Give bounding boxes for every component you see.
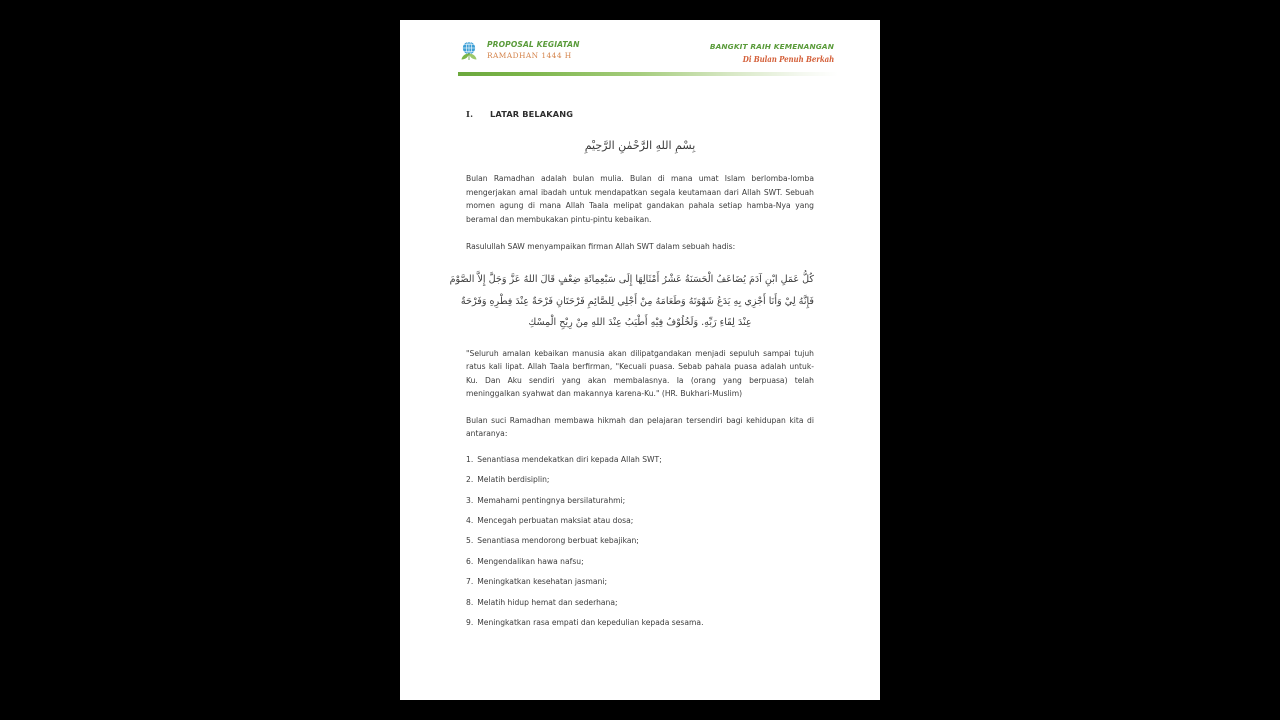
section-heading <box>466 109 814 119</box>
list-item <box>466 454 814 465</box>
paragraph-hadith-intro: Rasulullah SAW menyampaikan firman Allah SWT dalam sebuah hadis: <box>466 241 736 251</box>
list-item-label: Senantiasa mendorong berbuat kebajikan; <box>477 536 639 546</box>
basmalah-line: بِسْمِ اللهِ الرَّحْمٰنِ الرَّحِيْمِ <box>584 139 696 152</box>
globe-leaf-emblem-icon <box>457 38 481 62</box>
hadith-line-2: فَإِنَّهُ لِيْ وَأَنَا أَجْزِي بِهِ يَدَعُ شَهْوَتَهُ وَطَعَامَهُ مِنْ أَجْلِي لِلصَّائِمِ فَرْحَتَانِ فَرْحَةٌ عِنْدَ فِطْرِهِ وَفَرْحَةٌ <box>460 295 814 307</box>
letterhead <box>400 20 880 84</box>
list-item-number: 7. <box>466 577 474 587</box>
hadith-arabic-block <box>449 269 814 334</box>
letterhead-slogan: BANGKIT RAIH KEMENANGAN <box>709 42 834 51</box>
list-item-label: Meningkatkan rasa empati dan kepedulian kepada sesama. <box>477 617 704 627</box>
paragraph-list-intro: Bulan suci Ramadhan membawa hikmah dan pelajaran tersendiri bagi kehidupan kita di antaranya: <box>466 415 814 439</box>
document-page <box>400 20 880 700</box>
list-item <box>466 556 814 567</box>
list-item-number: 9. <box>466 617 474 627</box>
document-content <box>400 109 880 628</box>
hadith-line-3: عِنْدَ لِقَاءِ رَبِّهِ. وَلَخُلُوْفُ فِيْهِ أَطْيَبُ عِنْدَ اللهِ مِنْ رِيْحِ الْمِسْكِ <box>528 317 752 329</box>
letterhead-slogan-script: Di Bulan Penuh Berkah <box>742 54 834 64</box>
list-item-number: 5. <box>466 536 474 546</box>
list-item-number: 3. <box>466 495 474 505</box>
letterhead-divider <box>458 72 838 76</box>
paragraph-intro: Bulan Ramadhan adalah bulan mulia. Bulan di mana umat Islam berlomba-lomba mengerjakan amal ibadah untuk mendapatkan segala keutamaan dari Allah SWT. Sebuah momen agung di mana Allah Taala melipat gandakan pahala setiap hamba-Nya yang beramal dan membukakan pintu-pintu kebaikan. <box>466 174 814 224</box>
list-item <box>466 515 814 526</box>
section-title: LATAR BELAKANG <box>490 109 574 119</box>
letterhead-title: PROPOSAL KEGIATAN <box>487 39 580 49</box>
letterhead-subtitle: RAMADHAN 1444 H <box>487 51 572 61</box>
list-item-label: Melatih hidup hemat dan sederhana; <box>477 597 618 607</box>
list-item-label: Memahami pentingnya bersilaturahmi; <box>477 495 626 505</box>
list-item-label: Mengendalikan hawa nafsu; <box>477 556 584 566</box>
hadith-line-1: كُلُّ عَمَلِ ابْنِ آدَمَ يُضَاعَفُ الْحَسَنَةُ عَشْرُ أَمْثَالِهَا إِلَى سَبْعِمِائَةِ ضِعْفٍ قَالَ اللهُ عَزَّ وَجَلَّ إِلاَّ الصَّوْمَ <box>449 274 814 286</box>
list-item-number: 8. <box>466 597 474 607</box>
section-number: I. <box>466 109 474 119</box>
letterhead-slogan-block <box>710 42 834 64</box>
benefits-list <box>466 454 814 629</box>
list-item-number: 6. <box>466 556 474 566</box>
list-item <box>466 535 814 546</box>
list-item-number: 4. <box>466 516 474 526</box>
list-item-label: Melatih berdisiplin; <box>477 475 550 485</box>
letterhead-brand <box>457 38 580 62</box>
list-item <box>466 495 814 506</box>
list-item-number: 2. <box>466 475 474 485</box>
list-item-label: Mencegah perbuatan maksiat atau dosa; <box>477 516 634 526</box>
list-item-label: Meningkatkan kesehatan jasmani; <box>477 577 608 587</box>
list-item-label: Senantiasa mendekatkan diri kepada Allah SWT; <box>477 454 662 464</box>
list-item-number: 1. <box>466 454 474 464</box>
list-item <box>466 617 814 628</box>
list-item <box>466 597 814 608</box>
list-item <box>466 474 814 485</box>
list-item <box>466 576 814 587</box>
paragraph-hadith-translation: "Seluruh amalan kebaikan manusia akan dilipatgandakan menjadi sepuluh sampai tujuh ratus kali lipat. Allah Taala berfirman, "Kecuali puasa. Sebab pahala puasa adalah untuk-Ku. Dan Aku sendiri yang akan membalasnya. Ia (orang yang berpuasa) telah meninggalkan syahwat dan makannya karena-Ku." (HR. Bukhari-Muslim) <box>466 348 814 399</box>
